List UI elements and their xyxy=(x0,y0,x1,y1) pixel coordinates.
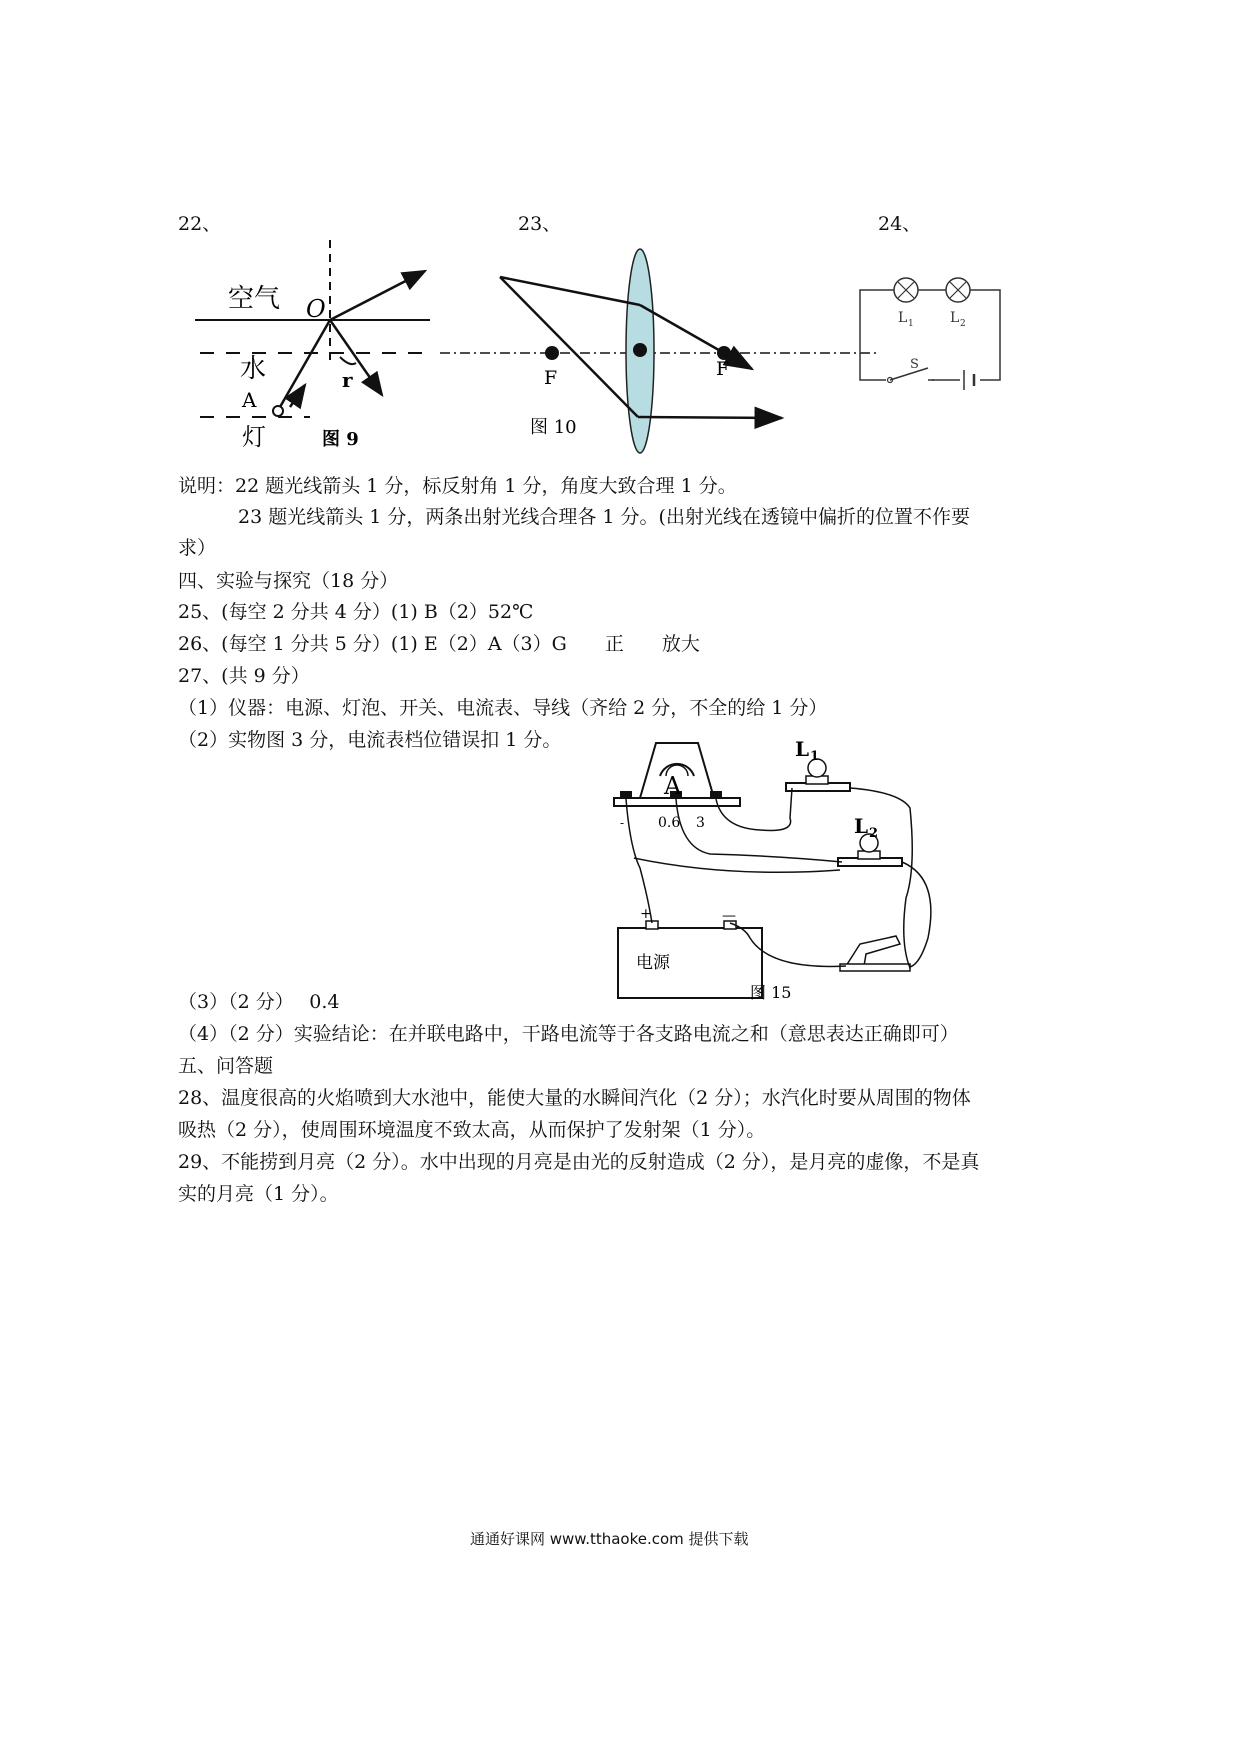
label-l1-sub: 1 xyxy=(810,749,820,764)
refracted-ray xyxy=(330,271,425,320)
label-ammeter: A xyxy=(664,772,682,800)
label-minus: - xyxy=(620,816,625,830)
lamp-point xyxy=(273,406,283,416)
label-o: O xyxy=(306,295,326,323)
label-06: 0.6 xyxy=(658,815,681,831)
label-lamp: 灯 xyxy=(242,423,266,451)
label-l2-sub: 2 xyxy=(869,826,879,841)
fig15-caption: 图 15 xyxy=(750,983,792,1002)
label-power: 电源 xyxy=(636,953,670,973)
reflected-ray xyxy=(330,320,382,395)
q27-part4: （4）（2 分）实验结论：在并联电路中，干路电流等于各支路电流之和（意思表达正确即可） xyxy=(178,1023,959,1045)
label-f-right: F xyxy=(716,358,730,380)
wire-a-l1 xyxy=(716,788,792,831)
q29-line-2: 实的月亮（1 分）。 xyxy=(178,1183,339,1205)
figure-24-circuit xyxy=(850,270,1010,390)
section4-title: 四、实验与探究（18 分） xyxy=(178,570,399,592)
label-l2-sub: 2 xyxy=(960,319,966,329)
q28-line-1: 28、温度很高的火焰喷到大水池中，能使大量的水瞬间汽化（2 分）；水汽化时要从周围的物体 xyxy=(178,1087,971,1109)
figure-9-refraction xyxy=(180,235,440,455)
note-line-1: 说明：22 题光线箭头 1 分，标反射角 1 分，角度大致合理 1 分。 xyxy=(178,475,737,497)
incident-ray xyxy=(280,320,330,407)
q27-heading: 27、(共 9 分） xyxy=(178,665,310,687)
focal-point-left xyxy=(545,346,559,360)
q22-label: 22、 xyxy=(178,213,222,235)
q27-part2: （2）实物图 3 分，电流表档位错误扣 1 分。 xyxy=(178,729,562,751)
label-air: 空气 xyxy=(228,284,281,314)
label-3: 3 xyxy=(696,815,705,831)
note-line-3: 求） xyxy=(178,537,217,559)
label-l1: L xyxy=(898,310,908,326)
q25-answer: 25、(每空 2 分共 4 分）(1) B（2）52℃ xyxy=(178,601,534,623)
q27-part1: （1）仪器：电源、灯泡、开关、电流表、导线（齐给 2 分，不全的给 1 分） xyxy=(178,697,828,719)
q24-label: 24、 xyxy=(878,213,922,235)
label-water: 水 xyxy=(240,354,267,384)
label-l1: L xyxy=(795,738,810,761)
q27-part3: （3）（2 分） 0.4 xyxy=(178,991,340,1013)
ray2-out xyxy=(638,417,782,418)
figure-10-lens xyxy=(440,245,880,460)
label-minus2: — xyxy=(722,908,736,924)
q26-answer: 26、(每空 1 分共 5 分）(1) E（2）A（3）G 正 放大 xyxy=(178,633,700,655)
note-line-2: 23 题光线箭头 1 分，两条出射光线合理各 1 分。(出射光线在透镜中偏折的位置不作要 xyxy=(238,506,970,528)
q28-line-2: 吸热（2 分），使周围环境温度不致太高，从而保护了发射架（1 分）。 xyxy=(178,1119,766,1141)
wire-l2-switch xyxy=(902,862,931,967)
circuit-wire xyxy=(860,290,1000,380)
switch-base xyxy=(840,964,910,971)
incident-ray-arrow xyxy=(290,385,305,407)
ray1-in xyxy=(500,277,640,305)
fig10-caption: 图 10 xyxy=(530,417,577,438)
switch-lever xyxy=(846,936,900,966)
footer-credit: 通通好课网 www.tthaoke.com 提供下载 xyxy=(470,1530,749,1548)
label-plus: + xyxy=(640,906,652,922)
label-l1-sub: 1 xyxy=(908,319,914,329)
q23-label: 23、 xyxy=(518,213,562,235)
figure-15-physical-circuit xyxy=(610,738,960,1006)
ray1-out xyxy=(640,305,752,369)
label-switch: S xyxy=(910,357,919,372)
section5-title: 五、问答题 xyxy=(178,1055,274,1077)
label-l2: L xyxy=(854,814,869,838)
fig9-caption: 图 9 xyxy=(322,429,359,450)
wire-main xyxy=(634,858,840,872)
ray2-in xyxy=(500,277,638,417)
label-r: r xyxy=(342,368,353,392)
optical-center xyxy=(633,343,647,357)
label-f-left: F xyxy=(544,367,558,389)
angle-arc xyxy=(340,357,356,364)
q29-line-1: 29、不能捞到月亮（2 分）。水中出现的月亮是由光的反射造成（2 分），是月亮的虚像，不是真 xyxy=(178,1151,980,1173)
label-l2: L xyxy=(950,310,960,326)
label-a: A xyxy=(242,388,257,412)
